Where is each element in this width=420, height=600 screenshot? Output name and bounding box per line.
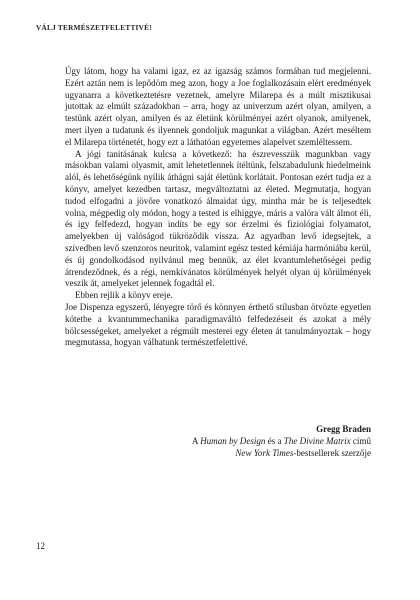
credit-suffix: című <box>350 435 371 446</box>
author-signature <box>111 424 371 459</box>
author-name: Gregg Braden <box>316 424 371 434</box>
credit-prefix: A <box>191 435 201 446</box>
bestseller-label: -bestsellerek szerzője <box>293 447 371 458</box>
author-credit-line-2 <box>111 448 371 460</box>
body-text <box>65 66 371 349</box>
page-number: 12 <box>36 541 45 551</box>
paragraph-2: A jógi tanításának kulcsa a következő: ha észrevesszük magunkban vagy másokban valami olyasmit, amit lehetetlennek ítéltünk, felszabadulunk hiedelmeink alól, és lehetőségünk nyílik áthágni saját életünk korlátait. Pontosan ezért tudja ez a könyv, amelyet kezedben tartasz, megváltoztatni az életed. Megmutatja, hogyan tudod elfogadni a jövőre vonatkozó álmaidat úgy, mintha már be is teljesedtek volna, mégpedig oly módon, hogy a tested is elhiggye, máris a valóra vált álmot éli, és így felfedezd, hogyan indíts be egy sor érzelmi és fiziológiai folyamatot, amelyekben új valóságod tükröződik vissza. Az agyadban levő idegsejtek, a szívedben levő szenzoros neuritok, valamint egész tested kémiája harmóniába kerül, és új gondolkodásod nyilvánul meg bennük, az élet kvantumlehetőségei pedig átrendeződnek, és a régi, nemkívánatos körülmények helyét olyan új körülmények veszik át, amelyeket jelennek fogadtál el. <box>65 148 371 289</box>
publication-name: New York Times <box>235 447 294 458</box>
paragraph-3: Ebben rejlik a könyv ereje. <box>75 290 173 301</box>
credit-connector: és a <box>265 435 284 446</box>
author-credit-line-1 <box>111 436 371 448</box>
running-head: VÁLJ TERMÉSZETFELETTIVÉ! <box>36 24 152 32</box>
book-title-divine-matrix: The Divine Matrix <box>283 435 351 446</box>
paragraph-1: Úgy látom, hogy ha valami igaz, ez az igazság számos formában tud megjelenni. Ezért aztán nem is lepődöm meg azon, hogy a Joe foglalkozásain elért eredmények ugyanarra a következtetésre vezetnek, amelyre Milarepa és a múlt misztikusai jutottak az elmúlt századokban – arra, hogy az univerzum azért olyan, amilyen, a testünk azért olyan, amilyen és az életünk körülményei azért olyanok, amilyenek, mert ilyen a tudatunk és ilyennek gondoljuk magunkat a világban. Azért meséltem el Milarepa történetét, hogy ezt a láthatóan egyetemes alapelvet szemléltessem. <box>65 66 371 147</box>
book-title-human-by-design: Human by Design <box>200 435 266 446</box>
paragraph-4: Joe Dispenza egyszerű, lényegre törő és könnyen érthető stílusban ötvözte egyetlen kötetbe a kvantummechanika paradigmaváltó felfedezéseit és azokat a mély bölcsességeket, amelyeket a régmúlt mesterei egy életen át tanulmányoztak – hogy megmutassa, hogyan válhatunk természetfelettivé. <box>65 301 371 348</box>
